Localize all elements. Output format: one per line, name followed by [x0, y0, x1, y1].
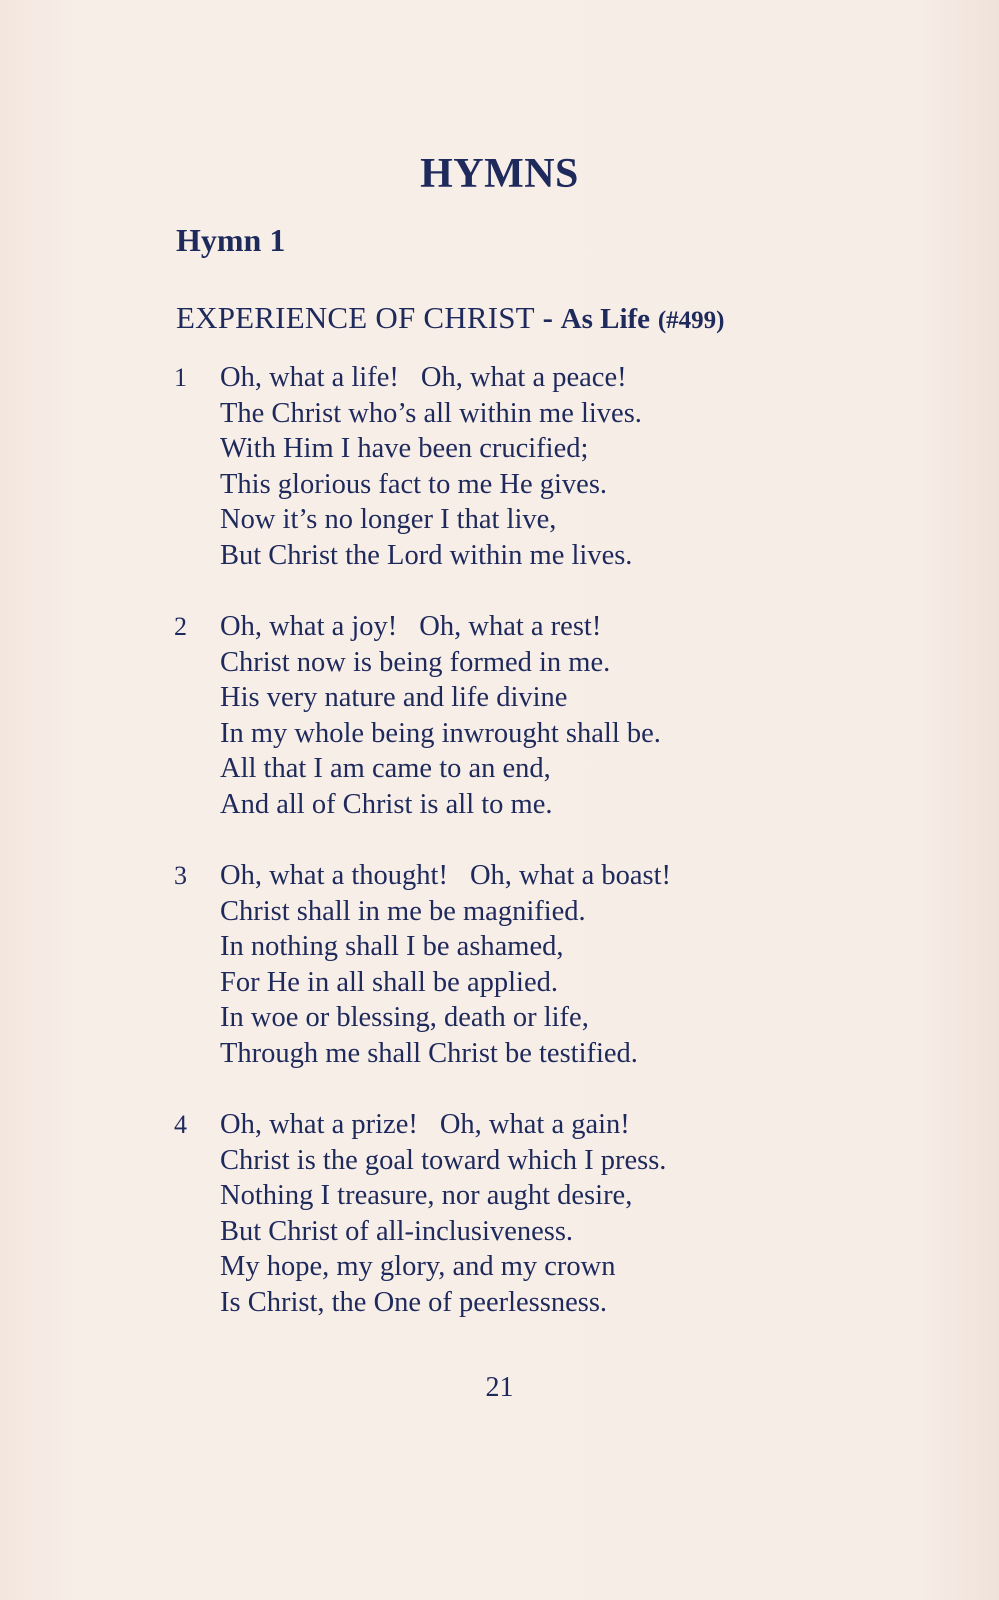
- verse-line: Is Christ, the One of peerlessness.: [220, 1286, 608, 1318]
- verse-line: But Christ the Lord within me lives.: [220, 539, 633, 571]
- verse-line-part: Oh, what a life!: [220, 362, 399, 393]
- verse-lines: [220, 609, 874, 822]
- hymn-title-main: EXPERIENCE OF CHRIST: [176, 300, 535, 335]
- verse-number: 1: [174, 363, 187, 392]
- verse-number: 4: [174, 1110, 187, 1139]
- verse-line-part: Oh, what a peace!: [420, 362, 627, 393]
- hymn-reference: (#499): [657, 307, 725, 334]
- hymn-title-dash: -: [542, 300, 553, 335]
- verse-line-part: Oh, what a boast!: [469, 860, 671, 891]
- section-heading: HYMNS: [420, 151, 579, 197]
- verse-line-part: Oh, what a joy!: [220, 611, 398, 642]
- page-number: 21: [485, 1372, 514, 1403]
- hymn-number: Hymn 1: [176, 222, 286, 258]
- verse-line: Christ shall in me be magnified.: [220, 895, 586, 927]
- verse-lines: [220, 360, 874, 573]
- verse-line: Christ is the goal toward which I press.: [220, 1144, 667, 1176]
- verse-line: [220, 360, 874, 396]
- verse-line: But Christ of all-inclusiveness.: [220, 1215, 574, 1247]
- verse-lines: [220, 1107, 874, 1320]
- verse-line: All that I am came to an end,: [220, 753, 551, 784]
- verse-number: 3: [174, 861, 187, 890]
- verse-2: [174, 609, 874, 822]
- verse-line: In nothing shall I be ashamed,: [220, 931, 564, 962]
- verse-lines: [220, 858, 874, 1071]
- verse-line: [220, 858, 874, 894]
- verse-line: Nothing I treasure, nor aught desire,: [220, 1180, 633, 1211]
- verse-3: [174, 858, 874, 1071]
- verse-line-part: Oh, what a thought!: [220, 860, 448, 891]
- verse-line-part: Oh, what a prize!: [220, 1109, 418, 1140]
- verse-line-part: Oh, what a rest!: [419, 611, 602, 642]
- verse-line: In woe or blessing, death or life,: [220, 1002, 589, 1033]
- verses-list: [174, 360, 874, 1356]
- verse-line: This glorious fact to me He gives.: [220, 468, 608, 500]
- verse-line: In my whole being inwrought shall be.: [220, 717, 661, 749]
- verse-line: With Him I have been crucified;: [220, 433, 589, 464]
- verse-line: His very nature and life divine: [220, 682, 568, 713]
- verse-4: [174, 1107, 874, 1320]
- verse-line: And all of Christ is all to me.: [220, 788, 553, 820]
- verse-line: For He in all shall be applied.: [220, 966, 558, 998]
- verse-line: The Christ who’s all within me lives.: [220, 397, 642, 429]
- verse-line: [220, 609, 874, 645]
- verse-1: [174, 360, 874, 573]
- verse-number: 2: [174, 612, 187, 641]
- hymn-title: [176, 300, 724, 336]
- verse-line: Christ now is being formed in me.: [220, 646, 611, 678]
- hymn-title-sub: As Life: [560, 303, 651, 335]
- verse-line: Now it’s no longer I that live,: [220, 504, 557, 535]
- verse-line-part: Oh, what a gain!: [439, 1109, 630, 1140]
- verse-line: [220, 1107, 874, 1143]
- verse-line: Through me shall Christ be testified.: [220, 1037, 638, 1069]
- verse-line: My hope, my glory, and my crown: [220, 1251, 616, 1282]
